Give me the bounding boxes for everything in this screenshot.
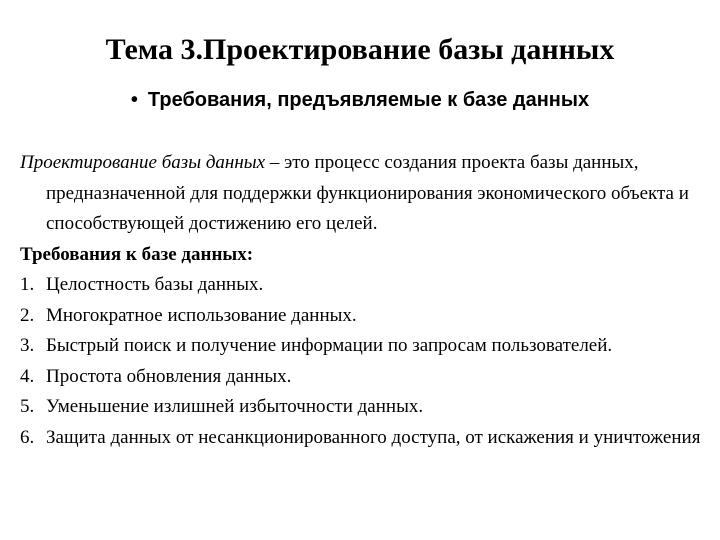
requirement-item (20, 392, 710, 423)
requirement-item (20, 331, 710, 362)
bullet-icon: • (130, 89, 138, 111)
requirement-number: 6. (20, 426, 35, 448)
requirement-text: Защита данных от несанкционированного доступа, от искажения и уничтожения (46, 426, 701, 448)
requirement-number: 2. (20, 304, 35, 326)
requirement-text: Многократное использование данных. (46, 304, 357, 326)
definition-term: Проектирование базы данных (20, 152, 266, 173)
requirements-heading: Требования к базе данных: (20, 243, 254, 265)
slide-body (20, 148, 710, 453)
subtitle-text: Требования, предъявляемые к базе данных (147, 89, 590, 111)
slide-subtitle (0, 86, 720, 114)
requirement-number: 1. (20, 274, 35, 295)
requirement-number: 3. (20, 335, 35, 356)
definition-text: – это процесс создания проекта базы данных, предназначенной для поддержки функционирования экономического объекта и способствующей достижению его целей. (46, 152, 689, 234)
requirement-text: Простота обновления данных. (46, 365, 292, 387)
requirement-number: 5. (20, 396, 35, 417)
requirement-text: Быстрый поиск и получение информации по запросам пользователей. (46, 335, 613, 356)
requirement-text: Целостность базы данных. (46, 274, 264, 295)
requirement-text: Уменьшение излишней избыточности данных. (46, 396, 424, 417)
requirement-item (20, 270, 710, 301)
requirement-item (20, 301, 710, 332)
requirement-number: 4. (20, 365, 35, 387)
definition-paragraph (20, 148, 710, 240)
slide-title: Тема 3.Проектирование базы данных (105, 33, 615, 66)
requirement-item (20, 423, 710, 454)
requirement-item (20, 362, 710, 393)
